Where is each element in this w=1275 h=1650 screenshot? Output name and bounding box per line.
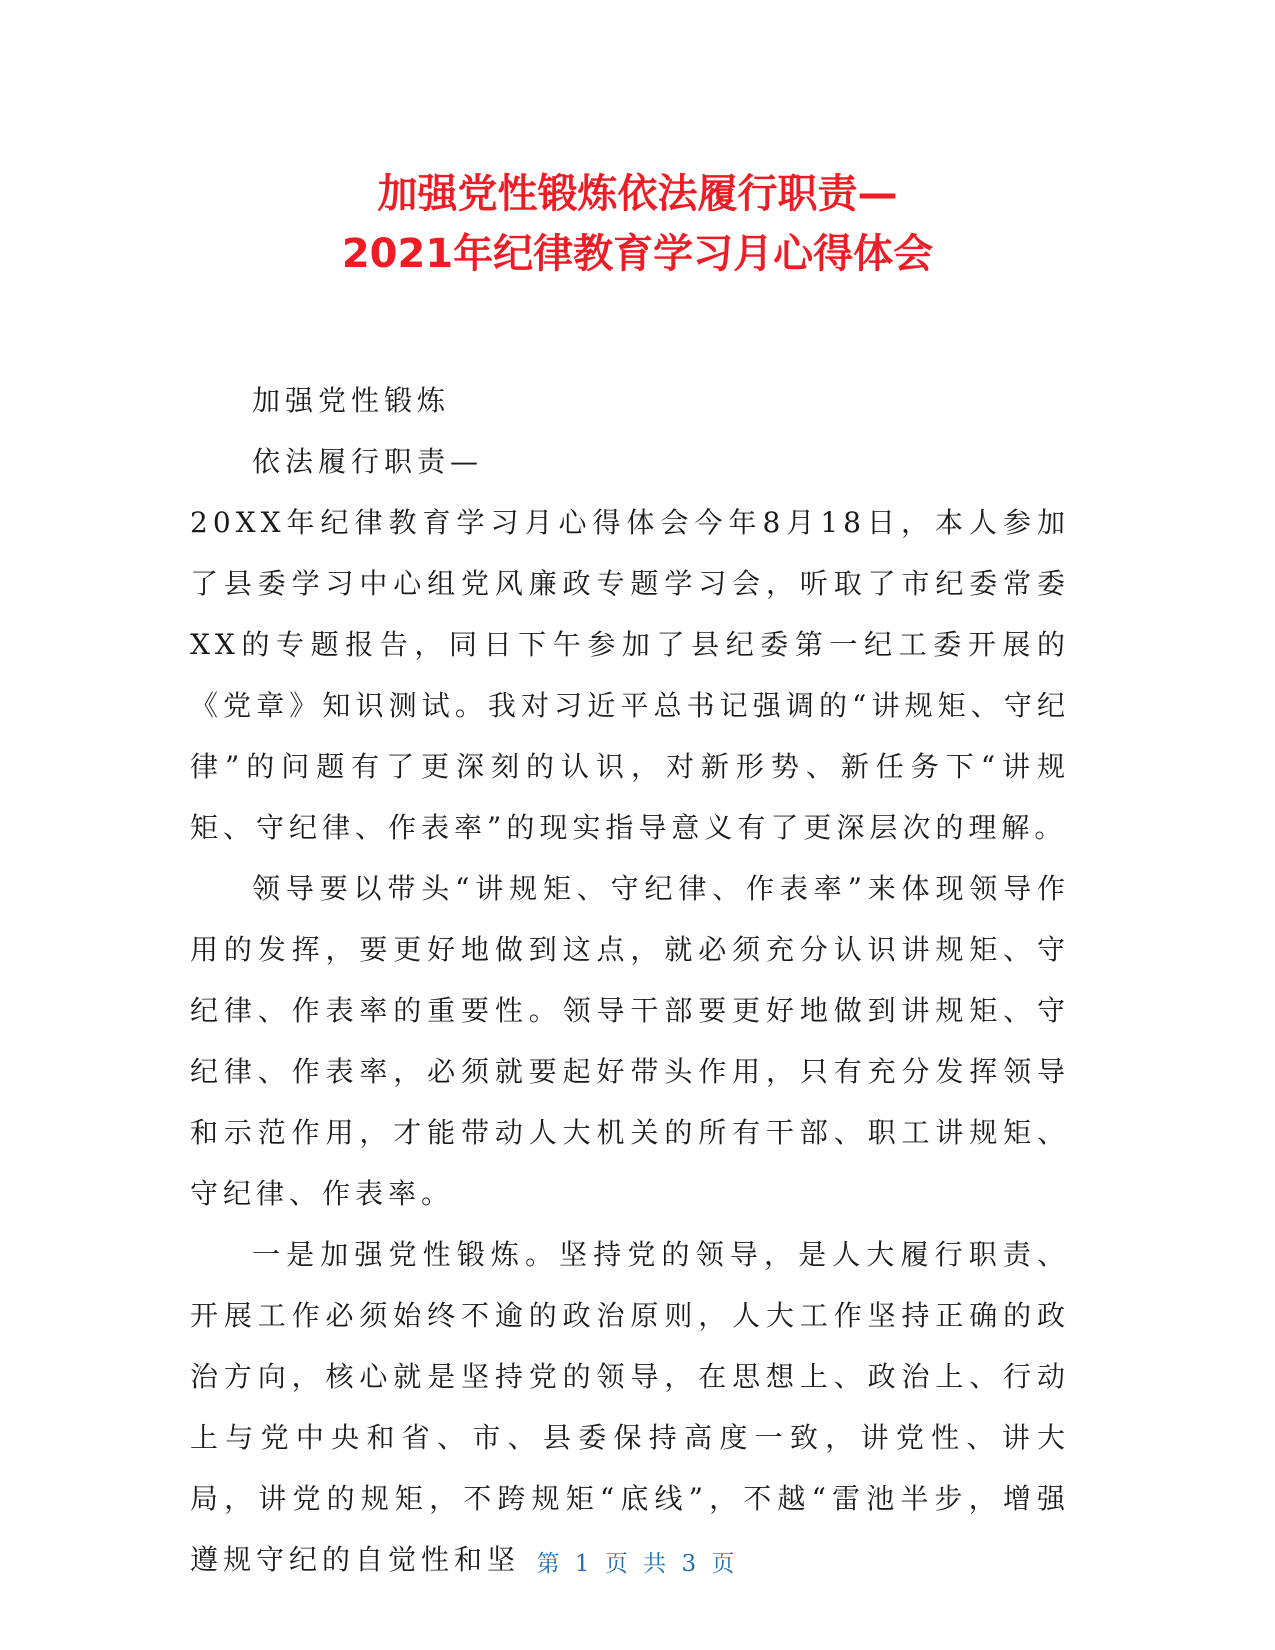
document-body	[190, 370, 1070, 1590]
paragraph-2: 依法履行职责—	[252, 445, 484, 478]
document-title-line-2: 2021年纪律教育学习月心得体会	[341, 231, 934, 277]
paragraph-4: 领导要以带头“讲规矩、守纪律、作表率”来体现领导作用的发挥，要更好地做到这点，就必须充分认识讲规矩、守纪律、作表率的重要性。领导干部要更好地做到讲规矩、守纪律、作表率，必须就要起好带头作用，只有充分发挥领导和示范作用，才能带动人大机关的所有干部、职工讲规矩、守纪律、作表率。	[190, 872, 1070, 1210]
paragraph-5: 一是加强党性锻炼。坚持党的领导，是人大履行职责、开展工作必须始终不逾的政治原则，人大工作坚持正确的政治方向，核心就是坚持党的领导，在思想上、政治上、行动上与党中央和省、市、县委保持高度一致，讲党性、讲大局，讲党的规矩，不跨规矩“底线”，不越“雷池半步，增强遵规守纪的自觉性和坚	[190, 1238, 1070, 1576]
document-title-line-1: 加强党性锻炼依法履行职责—	[377, 171, 898, 217]
page-number-footer: 第 1 页 共 3 页	[536, 1551, 739, 1577]
paragraph-1: 加强党性锻炼	[252, 384, 451, 417]
paragraph-3: 20XX年纪律教育学习月心得体会今年8月18日，本人参加了县委学习中心组党风廉政专题学习会，听取了市纪委常委XX的专题报告，同日下午参加了县纪委第一纪工委开展的《党章》知识测试。我对习近平总书记强调的“讲规矩、守纪律”的问题有了更深刻的认识，对新形势、新任务下“讲规矩、守纪律、作表率”的现实指导意义有了更深层次的理解。	[190, 506, 1070, 844]
